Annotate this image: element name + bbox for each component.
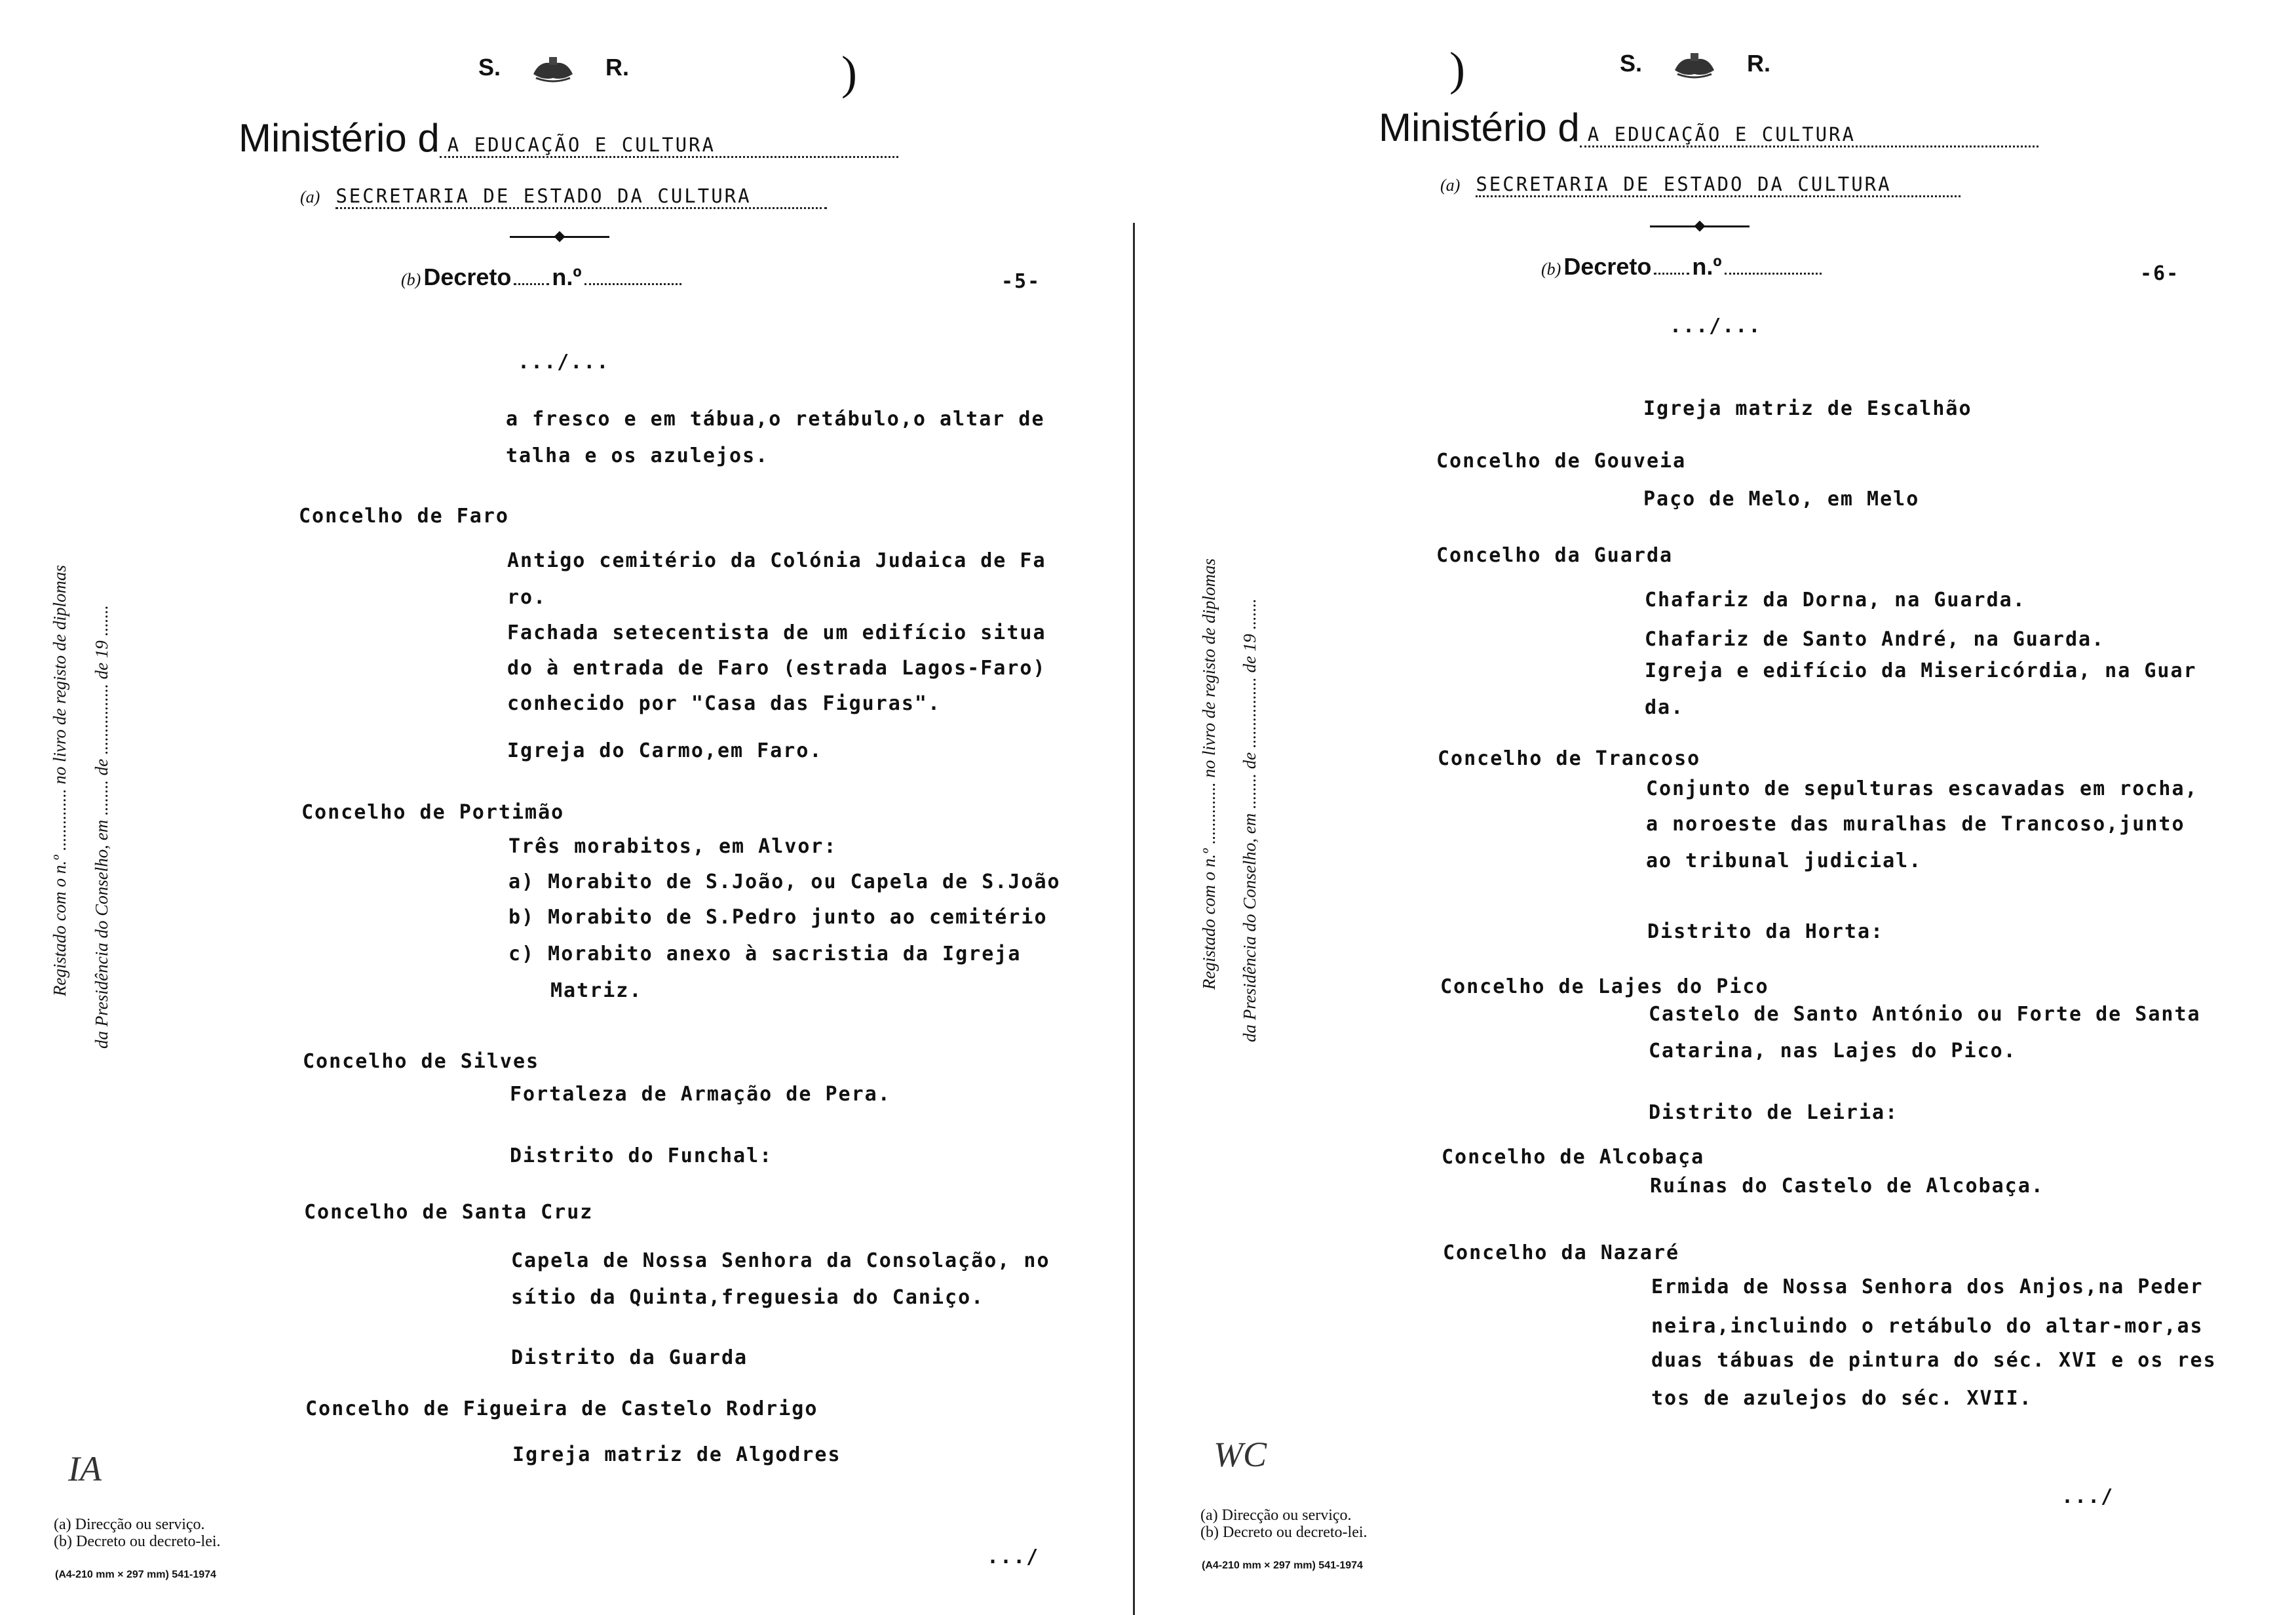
page-divider [1133, 223, 1135, 1615]
continuation-top: .../... [1670, 315, 1762, 338]
letterhead-sr [478, 54, 629, 83]
text-line: Castelo de Santo António ou Forte de Santa [1649, 1003, 2201, 1026]
footnote-a: (a) Direcção ou serviço. [54, 1516, 205, 1533]
concelho-heading: Concelho de Faro [299, 505, 509, 528]
text-line: a fresco e em tábua,o retábulo,o altar de [506, 408, 1045, 431]
concelho-heading: Concelho de Trancoso [1438, 747, 1701, 770]
decreto-label: Decreto [423, 263, 512, 290]
header-ornament [510, 236, 609, 238]
registry-side-text-2: da Presidência do Conselho, em ........ de ................ de 19 ....... [92, 605, 111, 1049]
text-line: duas tábuas de pintura do séc. XVI e os res [1651, 1349, 2217, 1372]
text-line: Antigo cemitério da Colónia Judaica de Fa [507, 549, 1046, 572]
concelho-heading: Concelho de Gouveia [1436, 450, 1687, 473]
concelho-heading: Concelho de Santa Cruz [304, 1201, 594, 1224]
header-bracket: ) [841, 47, 857, 99]
marker-b: (b) [1541, 260, 1561, 279]
numero-label: n.º [552, 263, 582, 290]
text-line: Igreja e edifício da Misericórdia, na Guar [1645, 659, 2197, 682]
ministerio-fill: A EDUCAÇÃO E CULTURA [1587, 123, 1856, 146]
concelho-heading: Concelho da Nazaré [1443, 1241, 1680, 1264]
decreto-label: Decreto [1563, 253, 1652, 280]
text-line: Chafariz de Santo André, na Guarda. [1645, 628, 2105, 651]
ministerio-fill: A EDUCAÇÃO E CULTURA [447, 134, 716, 156]
header-bracket: ) [1449, 43, 1465, 95]
registry-side-text-1: Registado com o n.º .............. no livro de registo de diplomas [50, 564, 69, 996]
secretaria-text: SECRETARIA DE ESTADO DA CULTURA [1476, 173, 1892, 195]
text-line: ao tribunal judicial. [1646, 849, 1923, 872]
text-line: Igreja matriz de Algodres [512, 1443, 841, 1466]
secretaria-line [1440, 173, 1961, 197]
document-page-right [1148, 0, 2296, 1615]
distrito-heading: Distrito do Funchal: [510, 1144, 773, 1167]
decreto-line [401, 263, 681, 291]
sr-left: S. [1620, 50, 1643, 77]
text-line: Ermida de Nossa Senhora dos Anjos,na Peder [1651, 1275, 2204, 1298]
text-line: Conjunto de sepulturas escavadas em rocha, [1646, 777, 2198, 800]
distrito-heading: Distrito de Leiria: [1649, 1101, 1899, 1124]
concelho-heading: Concelho de Alcobaça [1442, 1146, 1705, 1169]
marker-a: (a) [1440, 176, 1461, 195]
coat-of-arms-icon [1668, 50, 1721, 79]
text-line: Chafariz da Dorna, na Guarda. [1645, 589, 2026, 612]
concelho-heading: Concelho de Figueira de Castelo Rodrigo [305, 1397, 818, 1420]
text-line: Fachada setecentista de um edifício situa [507, 621, 1046, 644]
continuation-top: .../... [518, 351, 610, 374]
footnote-a: (a) Direcção ou serviço. [1200, 1507, 1352, 1524]
text-line: Três morabitos, em Alvor: [508, 835, 837, 858]
text-line: b) Morabito de S.Pedro junto ao cemitério [508, 906, 1048, 929]
handwritten-initials: IA [68, 1449, 102, 1489]
text-line: Fortaleza de Armação de Pera. [510, 1083, 891, 1106]
distrito-heading: Distrito da Guarda [511, 1346, 748, 1369]
coat-of-arms-icon [527, 54, 579, 83]
text-line: a) Morabito de S.João, ou Capela de S.João [508, 870, 1061, 893]
text-line: conhecido por "Casa das Figuras". [507, 692, 942, 715]
marker-b: (b) [401, 270, 421, 289]
ministerio-line [239, 115, 898, 161]
header-ornament [1650, 225, 1750, 227]
sr-left: S. [478, 54, 501, 81]
text-line: c) Morabito anexo à sacristia da Igreja [508, 943, 1022, 965]
registry-side-text-1: Registado com o n.º .............. no livro de registo de diplomas [1199, 558, 1219, 990]
concelho-heading: Concelho da Guarda [1436, 544, 1674, 567]
page-number: -5- [1001, 270, 1041, 293]
sr-right: R. [1747, 50, 1771, 77]
form-code: (A4-210 mm × 297 mm) 541-1974 [55, 1569, 216, 1580]
ministerio-line [1379, 105, 2038, 150]
text-line: sítio da Quinta,freguesia do Caniço. [511, 1286, 985, 1309]
marker-a: (a) [300, 187, 320, 206]
ministerio-prefix: Ministério d [239, 116, 440, 160]
ministerio-prefix: Ministério d [1379, 106, 1580, 149]
text-line: Capela de Nossa Senhora da Consolação, no [511, 1249, 1050, 1272]
text-line: ro. [507, 586, 547, 609]
concelho-heading: Concelho de Portimão [301, 801, 565, 824]
footnote-b: (b) Decreto ou decreto-lei. [1200, 1524, 1368, 1541]
page-number: -6- [2140, 262, 2180, 285]
text-line: Igreja do Carmo,em Faro. [507, 739, 823, 762]
handwritten-initials: WC [1214, 1435, 1267, 1474]
form-code: (A4-210 mm × 297 mm) 541-1974 [1202, 1560, 1363, 1571]
concelho-heading: Concelho de Lajes do Pico [1440, 975, 1769, 998]
secretaria-line [300, 185, 827, 209]
text-line: Paço de Melo, em Melo [1643, 488, 1920, 511]
distrito-heading: Distrito da Horta: [1647, 920, 1885, 943]
sr-right: R. [605, 54, 630, 81]
text-line: Matriz. [550, 979, 643, 1002]
text-line: neira,incluindo o retábulo do altar-mor,as [1651, 1315, 2204, 1338]
decreto-line [1541, 253, 1822, 281]
text-line: a noroeste das muralhas de Trancoso,junto [1646, 813, 2185, 836]
registry-side-text-2: da Presidência do Conselho, em ........ de ................ de 19 ....... [1240, 598, 1259, 1042]
continuation-bottom: .../ [987, 1546, 1040, 1568]
secretaria-text: SECRETARIA DE ESTADO DA CULTURA [335, 185, 752, 207]
text-line: tos de azulejos do séc. XVII. [1651, 1387, 2033, 1410]
text-line: da. [1645, 696, 1685, 719]
text-line: do à entrada de Faro (estrada Lagos-Faro) [507, 657, 1046, 680]
text-line: Ruínas do Castelo de Alcobaça. [1650, 1175, 2044, 1197]
footnote-b: (b) Decreto ou decreto-lei. [54, 1533, 221, 1550]
text-line: Igreja matriz de Escalhão [1643, 397, 1972, 420]
letterhead-sr [1620, 50, 1770, 79]
concelho-heading: Concelho de Silves [303, 1050, 540, 1073]
numero-label: n.º [1692, 253, 1722, 280]
text-line: talha e os azulejos. [506, 444, 769, 467]
continuation-bottom: .../ [2061, 1485, 2114, 1508]
text-line: Catarina, nas Lajes do Pico. [1649, 1040, 2017, 1062]
